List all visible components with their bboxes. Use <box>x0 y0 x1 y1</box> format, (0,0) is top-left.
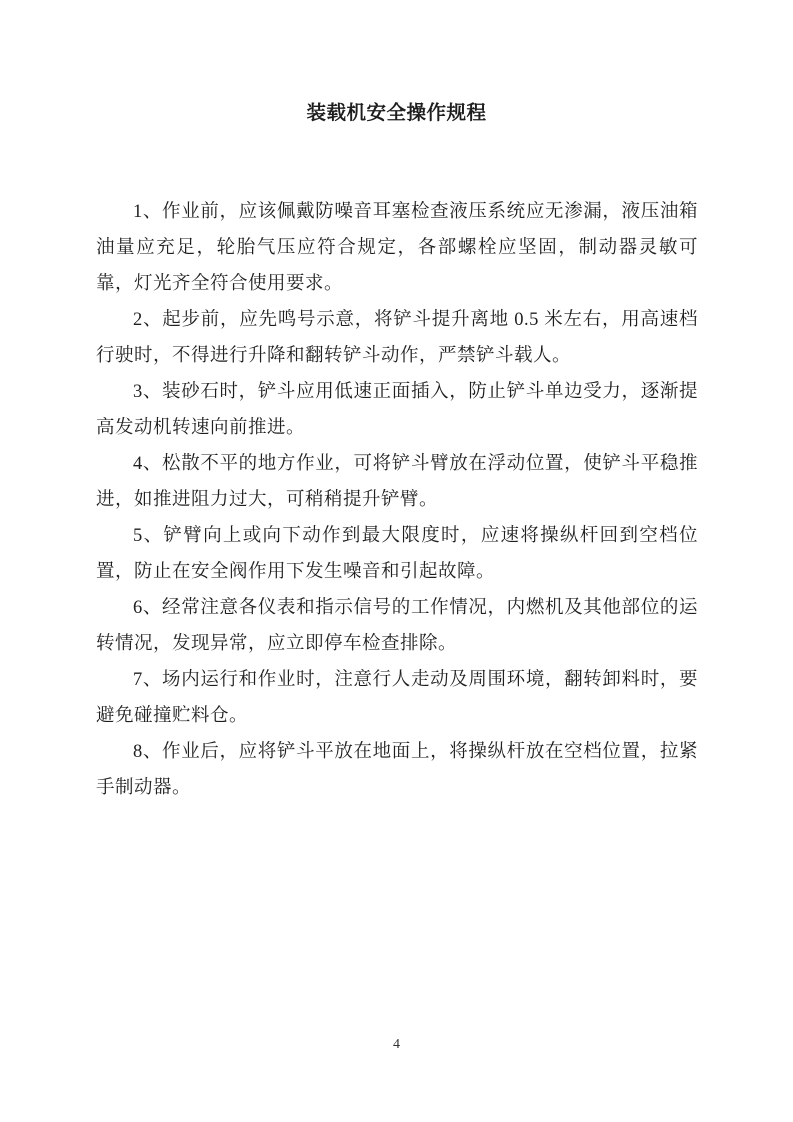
paragraph-1: 1、作业前，应该佩戴防噪音耳塞检查液压系统应无渗漏，液压油箱油量应充足，轮胎气压应符合规定，各部螺栓应坚固，制动器灵敏可靠，灯光齐全符合使用要求。 <box>96 202 698 294</box>
paragraph-2: 2、起步前，应先鸣号示意，将铲斗提升离地 0.5 米左右，用高速档行驶时，不得进行升降和翻转铲斗动作，严禁铲斗载人。 <box>96 310 698 366</box>
paragraph-6: 6、经常注意各仪表和指示信号的工作情况，内燃机及其他部位的运转情况，发现异常，应立即停车检查排除。 <box>96 598 698 654</box>
paragraph-3: 3、装砂石时，铲斗应用低速正面插入，防止铲斗单边受力，逐渐提高发动机转速向前推进。 <box>96 382 698 438</box>
document-title: 装载机安全操作规程 <box>306 103 487 124</box>
paragraph-5: 5、铲臂向上或向下动作到最大限度时，应速将操纵杆回到空档位置，防止在安全阀作用下发生噪音和引起故障。 <box>96 526 698 582</box>
page-number: 4 <box>393 1037 400 1052</box>
document-body <box>96 126 698 806</box>
paragraph-8: 8、作业后，应将铲斗平放在地面上，将操纵杆放在空档位置，拉紧手制动器。 <box>96 742 698 798</box>
paragraph-7: 7、场内运行和作业时，注意行人走动及周围环境，翻转卸料时，要避免碰撞贮料仓。 <box>96 670 698 726</box>
paragraph-4: 4、松散不平的地方作业，可将铲斗臂放在浮动位置，使铲斗平稳推进，如推进阻力过大，可稍稍提升铲臂。 <box>96 454 698 510</box>
